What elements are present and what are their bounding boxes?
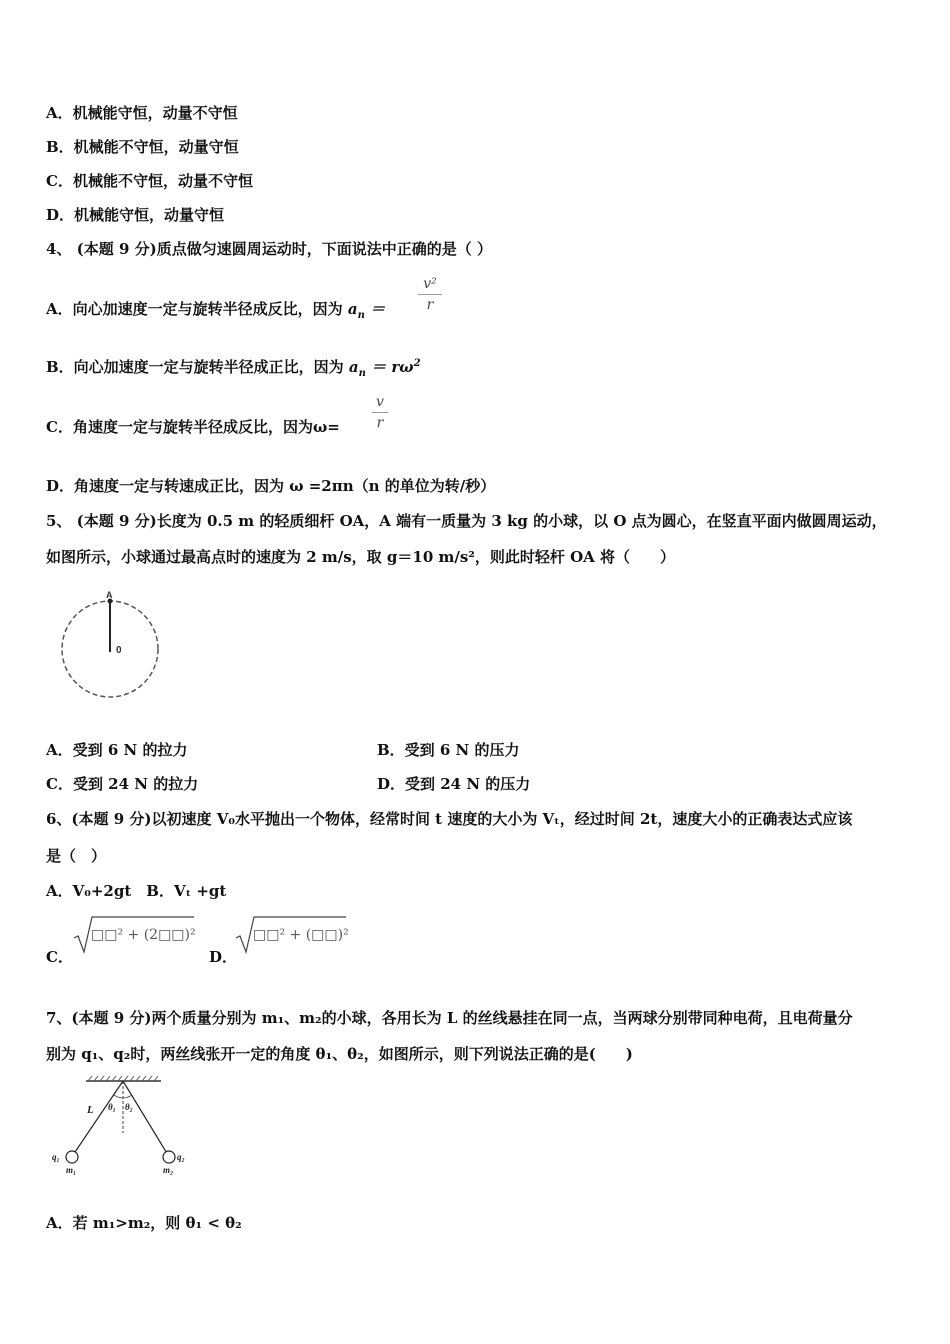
q7-stem-line2: 别为 q₁、q₂时，两丝线张开一定的角度 θ₁、θ₂，如图所示，则下列说法正确的是( ) [46,1045,633,1063]
q7-fig-label-m1: m₁ [66,1165,77,1175]
q7-fig-label-q2: q₂ [177,1152,185,1162]
q5-option-a: A．受到 6 N 的拉力 [46,741,188,759]
q7-fig-label-l: L [87,1104,94,1116]
q6-option-d-label: D． [209,948,238,966]
q3-option-a: A．机械能守恒，动量不守恒 [46,104,238,122]
q7-fig-label-theta1: θ₁ [108,1102,116,1112]
q4-stem: 4、 (本题 9 分)质点做匀速圆周运动时，下面说法中正确的是（ ） [46,240,492,258]
fraction-denominator: r [426,297,434,313]
q6-option-c-expression: □□² + (2□□)² [91,927,196,943]
q4-option-b-text: B．向心加速度一定与旋转半径成正比，因为 [46,358,344,376]
q5-circle-figure [55,590,165,705]
q6-stem-line1: 6、(本题 9 分)以初速度 V₀水平抛出一个物体，经常时间 t 速度的大小为 Vₜ，经过时间 2t，速度大小的正确表达式应该 [46,810,853,828]
q7-pendulum-figure [48,1075,198,1180]
q4-option-d: D．角速度一定与转速成正比，因为 ω =2πn（n 的单位为转/秒） [46,477,496,495]
q6-option-d-expression: □□² + (□□)² [253,927,349,943]
fraction-numerator: v [376,394,384,410]
q6-options-ab: A．V₀+2gt B．Vₜ +gt [46,882,227,900]
q3-option-b: B．机械能不守恒，动量守恒 [46,138,239,156]
q7-option-a: A．若 m₁>m₂，则 θ₁ < θ₂ [46,1214,242,1232]
q4-option-a-fraction [418,276,442,313]
q4-option-c [46,416,340,437]
q3-option-d: D．机械能守恒，动量守恒 [46,206,225,224]
q5-stem-line2: 如图所示，小球通过最高点时的速度为 2 m/s，取 g＝10 m/s²，则此时轻杆 OA 将（ ） [46,548,675,566]
q5-fig-label-o: 0 [116,645,122,656]
q7-stem-line1: 7、(本题 9 分)两个质量分别为 m₁、m₂的小球，各用长为 L 的丝线悬挂在同一点，当两球分别带同种电荷，且电荷量分 [46,1009,853,1027]
q7-fig-label-q1: q₁ [52,1152,60,1162]
q5-fig-label-a: A [106,590,113,600]
q3-option-c: C．机械能不守恒，动量不守恒 [46,172,253,190]
q4-option-b [46,356,421,379]
q6-option-c-label: C． [46,948,73,966]
q4-option-a-formula-lhs: $a_n$ ＝ [347,300,386,321]
q4-option-b-formula: $a_n = r\omega^2$ [348,358,421,379]
q5-stem-line1: 5、 (本题 9 分)长度为 0.5 m 的轻质细杆 OA，A 端有一质量为 3 kg 的小球，以 O 点为圆心，在竖直平面内做圆周运动， [46,512,887,530]
q5-option-b: B．受到 6 N 的压力 [377,741,520,759]
q4-option-c-fraction [372,394,388,431]
q5-option-c: C．受到 24 N 的拉力 [46,775,199,793]
q7-fig-label-m2: m₂ [163,1165,174,1175]
q5-option-d: D．受到 24 N 的压力 [377,775,531,793]
q4-option-c-text: C．角速度一定与旋转半径成反比，因为ω= [46,418,340,436]
fraction-denominator: r [376,415,384,431]
q7-fig-label-theta2: θ₂ [125,1102,133,1112]
q4-option-a-text: A．向心加速度一定与旋转半径成反比，因为 [46,300,343,318]
fraction-numerator: v² [423,276,437,292]
q6-stem-line2: 是（ ） [46,847,107,865]
q4-option-a [46,298,385,321]
